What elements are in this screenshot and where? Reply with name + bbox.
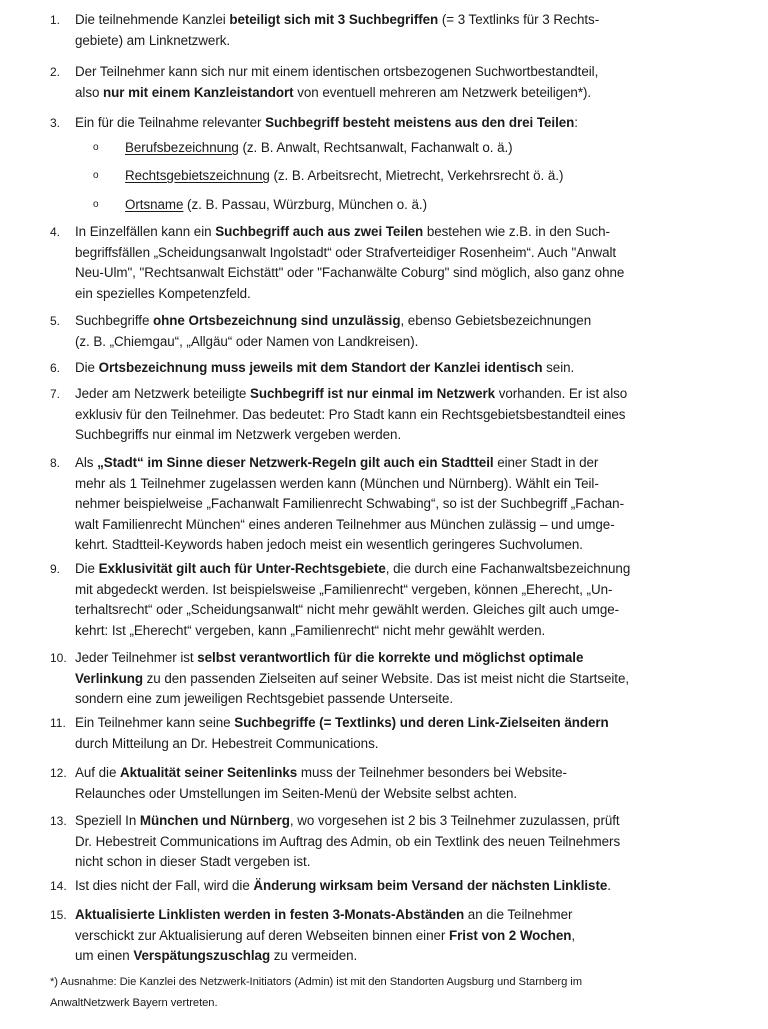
rule-number: 4. [50,225,61,239]
rule-text: Als „Stadt“ im Sinne dieser Netzwerk-Regeln gilt auch ein Stadtteil einer Stadt in der mehr als 1 Teilnehmer zugelassen werden kann (München und Nürnberg). Wählt ein Teil- nehmer beispielweise „Fachanwalt Familienrecht Schwabing“, so ist der Suchbegriff „Fachan- walt Familienrecht München“ eines anderen Teilnehmer aus München zulässig – und umge- kehrt. Stadtteil-Keywords haben jedoch meist ein wesentlich geringeres Suchvolumen. [75,455,624,552]
search-term-part-text [125,138,513,159]
rule-number: 12. [50,766,67,780]
bullet-icon: o [93,170,99,181]
search-term-part-term: Rechtsgebietszeichnung [125,168,270,183]
rule-number: 10. [50,651,67,665]
rule-text: Jeder am Netzwerk beteiligte Suchbegriff ist nur einmal im Netzwerk vorhanden. Er ist also exklusiv für den Teilnehmer. Das bedeutet: Pro Stadt kann ein Rechtsgebietsbestandteil eines Suchbegriffs nur einmal im Netzwerk vergeben werden. [75,386,628,442]
search-term-part [0,166,768,187]
search-term-part-example: (z. B. Arbeitsrecht, Mietrecht, Verkehrsrecht ö. ä.) [269,168,564,183]
rule-number: 8. [50,456,61,470]
search-term-part-example: (z. B. Anwalt, Rechtsanwalt, Fachanwalt o. ä.) [238,140,513,155]
rule-number: 9. [50,562,61,576]
bullet-icon: o [93,199,99,210]
rule-text: Ein Teilnehmer kann seine Suchbegriffe (= Textlinks) und deren Link-Zielseiten ändern durch Mitteilung an Dr. Hebestreit Communications. [75,715,609,751]
search-term-part [0,195,768,216]
rule-number: 13. [50,814,67,828]
rule-number: 15. [50,908,67,922]
bullet-icon: o [93,142,99,153]
rule-number: 11. [50,716,66,730]
rule-text: Auf die Aktualität seiner Seitenlinks muss der Teilnehmer besonders bei Website- Relaunches oder Umstellungen im Seiten-Menü der Website selbst achten. [75,765,567,801]
rule-number: 5. [50,314,61,328]
search-term-part-term: Berufsbezeichnung [125,140,239,155]
rule-text: Jeder Teilnehmer ist selbst verantwortlich für die korrekte und möglichst optimale Verlinkung zu den passenden Zielseiten auf seiner Website. Das ist meist nicht die Startseite, sondern eine zum jeweiligen Rechtsgebiet passende Unterseite. [75,650,630,706]
search-term-part-text [125,166,563,187]
search-term-part-text [125,195,427,216]
rule-text: Der Teilnehmer kann sich nur mit einem identischen ortsbezogenen Suchwortbestandteil, also nur mit einem Kanzleistandort von eventuell mehreren am Netzwerk beteiligen*). [75,64,599,100]
rule-text: Suchbegriffe ohne Ortsbezeichnung sind unzulässig, ebenso Gebietsbezeichnungen (z. B. „Chiemgau“, „Allgäu“ oder Namen von Landkreisen). [75,313,592,349]
rule-text: Speziell In München und Nürnberg, wo vorgesehen ist 2 bis 3 Teilnehmer zuzulassen, prüft Dr. Hebestreit Communications im Auftrag des Admin, ob ein Textlink des neuen Teilnehmers nicht schon in dieser Stadt vergeben ist. [75,813,621,869]
rule-number: 7. [50,387,61,401]
footnote: *) Ausnahme: Die Kanzlei des Netzwerk-Initiators (Admin) ist mit den Standorten Augsburg und Starnberg im AnwaltNetzwerk Bayern vertreten. [50,976,583,1009]
rule-number: 3. [50,116,61,130]
rule-text: In Einzelfällen kann ein Suchbegriff auch aus zwei Teilen bestehen wie z.B. in den Such- begriffsfällen „Scheidungsanwalt Ingolstadt“ oder Strafverteidiger Rosenheim“. Auch "Anwalt Neu-Ulm", "Rechtsanwalt Eichstätt" oder "Fachanwälte Coburg" sind möglich, also ganz ohne ein spezielles Kompetenzfeld. [75,224,625,301]
search-term-part-term: Ortsname [125,197,184,212]
rule-number: 1. [50,13,61,27]
rule-number: 6. [50,361,61,375]
rule-text: Die teilnehmende Kanzlei beteiligt sich mit 3 Suchbegriffen (= 3 Textlinks für 3 Rechts- gebiete) am Linknetzwerk. [75,12,600,48]
rule-text: Die Exklusivität gilt auch für Unter-Rechtsgebiete, die durch eine Fachanwaltsbezeichnung mit abgedeckt werden. Ist beispielsweise „Familienrecht“ vergeben, können „Eherecht, „Un- terhaltsrecht“ oder „Scheidungsanwalt“ nicht mehr gewählt werden. Gleiches gilt auch umge- kehrt: Ist „Eherecht“ vergeben, kann „Familienrecht“ nicht mehr gewählt werden. [75,561,631,638]
rule-text: Ein für die Teilnahme relevanter Suchbegriff besteht meistens aus den drei Teilen: [75,115,578,130]
rule-text: Ist dies nicht der Fall, wird die Änderung wirksam beim Versand der nächsten Linkliste. [75,878,611,893]
search-term-part-example: (z. B. Passau, Würzburg, München o. ä.) [183,197,427,212]
search-term-part [0,138,768,159]
rule-text: Die Ortsbezeichnung muss jeweils mit dem Standort der Kanzlei identisch sein. [75,360,575,375]
rule-number: 2. [50,65,61,79]
rule-text: Aktualisierte Linklisten werden in festen 3-Monats-Abständen an die Teilnehmer verschickt zur Aktualisierung auf deren Webseiten binnen einer Frist von 2 Wochen, um einen Verspätungszuschlag zu vermeiden. [75,907,576,963]
rule-number: 14. [50,879,67,893]
